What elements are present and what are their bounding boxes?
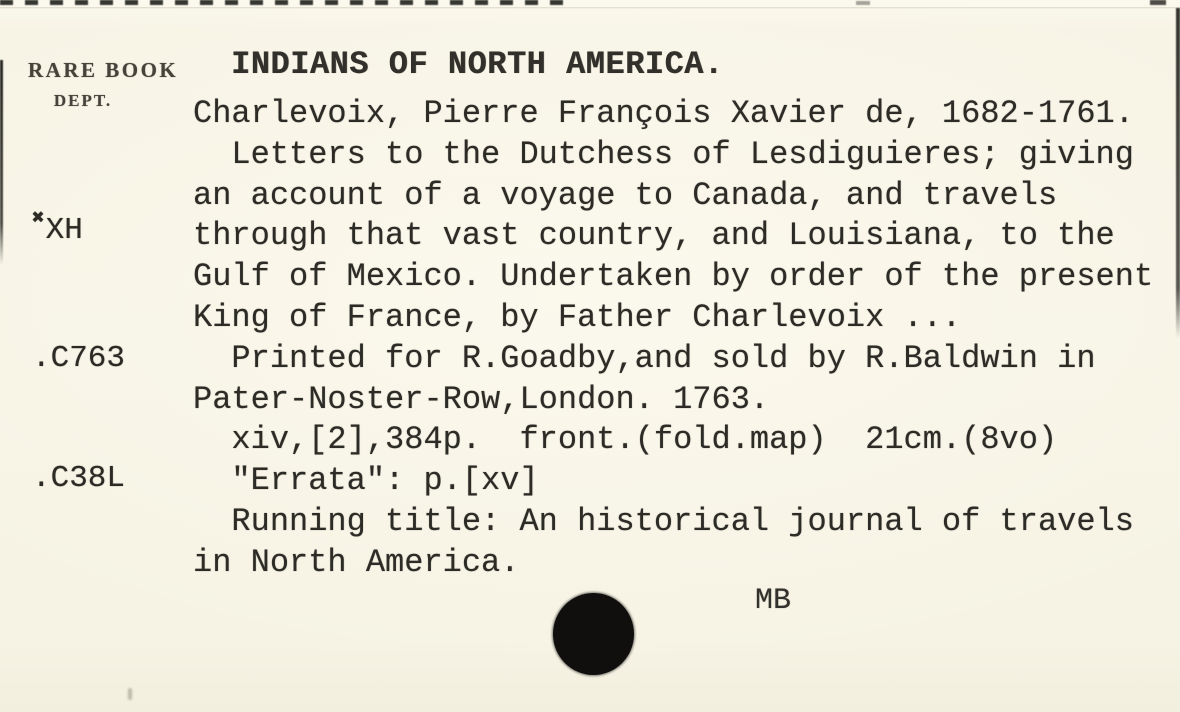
entry-line-title-1: Letters to the Dutchess of Lesdiguieres; giving bbox=[193, 135, 1134, 173]
entry-line-title-3: through that vast country, and Louisiana, to the bbox=[193, 217, 1115, 255]
cropped-text-marks-left bbox=[0, 0, 575, 5]
card-edge-crease bbox=[0, 7, 1180, 9]
stamp-line-dept: DEPT. bbox=[53, 91, 113, 110]
cropped-text-mark-right bbox=[1150, 0, 1166, 5]
call-number-class bbox=[32, 200, 125, 251]
cropped-text-mark-middle bbox=[856, 1, 870, 5]
entry-line-collation: xiv,[2],384p. front.(fold.map) 21cm.(8vo) bbox=[193, 421, 1058, 459]
call-number bbox=[32, 120, 125, 579]
entry-line-title-4: Gulf of Mexico. Undertaken by order of the present bbox=[193, 258, 1154, 296]
subject-heading: INDIANS OF NORTH AMERICA. bbox=[231, 46, 724, 83]
call-number-letters: XH bbox=[45, 213, 83, 248]
asterisk-x-mark: ✖ bbox=[32, 208, 45, 231]
catalog-entry-text bbox=[193, 94, 1153, 584]
entry-line-author: Charlevoix, Pierre François Xavier de, 1682-1761. bbox=[193, 95, 1134, 132]
entry-line-imprint-2: Pater-Noster-Row,London. 1763. bbox=[193, 380, 770, 418]
right-edge-shadow bbox=[1176, 8, 1180, 338]
entry-line-title-5: King of France, by Father Charlevoix ... bbox=[193, 298, 962, 336]
left-edge-shadow bbox=[0, 60, 3, 265]
entry-line-running-title-1: Running title: An historical journal of travels bbox=[193, 502, 1134, 540]
entry-line-running-title-2: in North America. bbox=[193, 543, 520, 581]
entry-line-errata-note: "Errata": p.[xv] bbox=[193, 462, 539, 500]
entry-line-imprint-1: Printed for R.Goadby,and sold by R.Baldwin in bbox=[193, 339, 1096, 377]
call-number-cutter2: .C38L bbox=[32, 461, 126, 496]
ink-smudge bbox=[128, 688, 132, 700]
stamp-line-rare-book: RARE BOOK bbox=[28, 58, 179, 82]
rare-book-dept-stamp bbox=[28, 58, 184, 111]
hole-punch-dot bbox=[553, 593, 634, 675]
call-number-cutter1: .C763 bbox=[32, 341, 126, 376]
cataloger-initials: MB bbox=[755, 584, 792, 618]
entry-line-title-2: an account of a voyage to Canada, and travels bbox=[193, 176, 1058, 214]
